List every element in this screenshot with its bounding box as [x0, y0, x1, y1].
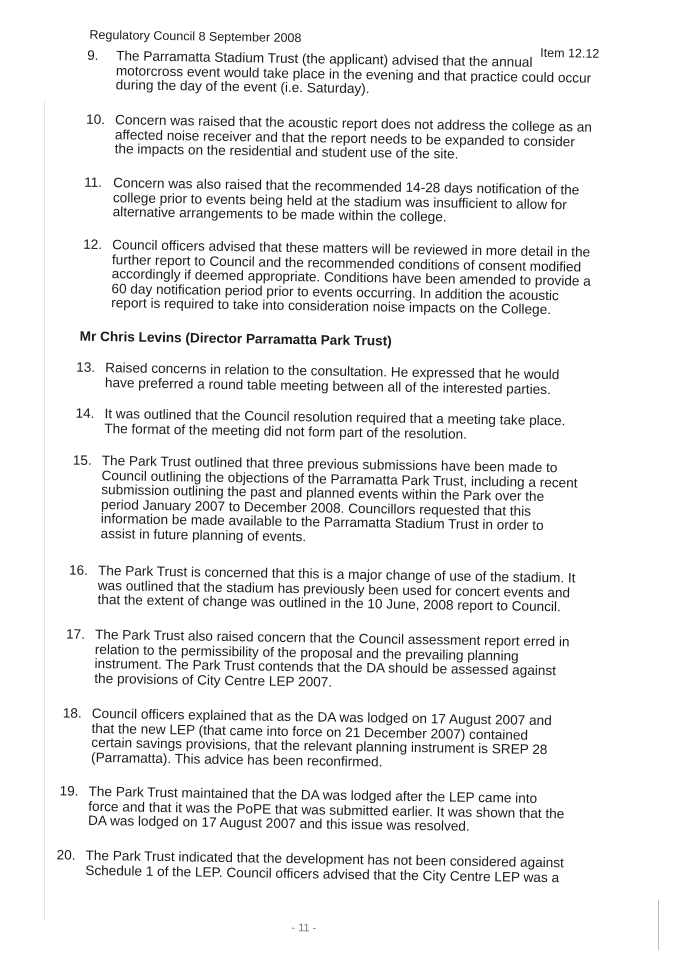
header-left: Regulatory Council 8 September 2008: [89, 27, 302, 46]
item-num: 13.: [76, 359, 96, 375]
item-num: 18.: [62, 705, 82, 721]
item-number: Item 12.12: [540, 45, 600, 61]
item-num: 14.: [75, 405, 95, 421]
item-text: The Park Trust maintained that the DA was lodged after the LEP came into force and that it was the PoPE that was submitted earlier. It was shown that the DA was lodged on 17 August 2007 and this issue was resolved.: [87, 783, 565, 835]
item-num: 15.: [72, 452, 92, 468]
item-num: 20.: [56, 847, 76, 863]
item-num: 12.: [83, 236, 103, 253]
section-heading: Mr Chris Levins (Director Parramatta Park Trust): [79, 328, 392, 349]
item-num: 9.: [87, 47, 99, 63]
item-text: Concern was also raised that the recommended 14-28 days notification of the college prior to events being held at the stadium was insufficient to allow for alternative arrangements to be made within the college.: [112, 175, 580, 225]
item-text: The Park Trust also raised concern that the Council assessment report erred in relation to the permissibility of the proposal and the prevailing planning instrument. The Park Trust contends that the DA should be assessed against the provisions of City Centre LEP 2007.: [94, 626, 570, 690]
scan-edge-line: [658, 900, 659, 950]
item-text: The Parramatta Stadium Trust (the applicant) advised that the annual motorcross event would take place in the evening and that practice could occur during the day of the event (i.e. Saturday).: [115, 48, 592, 97]
page-number: - 11 -: [291, 922, 317, 935]
item-num: 19.: [59, 783, 79, 799]
item-text: Concern was raised that the acoustic report does not address the college as an affected noise receiver and that the report needs to be expanded to consider the impacts on the residential and student use of the site.: [114, 112, 593, 162]
item-num: 17.: [65, 626, 86, 642]
item-text: The Park Trust is concerned that this is a major change of use of the stadium. It was outlined that the stadium has previously been used for concert events and that the extent of change was outlined in the 10 June, 2008 report to Council.: [97, 562, 576, 615]
item-num: 11.: [84, 174, 103, 190]
scan-margin-line: [44, 100, 45, 920]
item-text: Raised concerns in relation to the consultation. He expressed that he would have preferred a round table meeting between all of the interested parties.: [104, 360, 560, 397]
item-text: The Park Trust indicated that the development has not been considered against Schedule 1 of the LEP. Council officers advised that the City Centre LEP was a: [85, 847, 564, 885]
item-num: 16.: [68, 562, 89, 578]
item-text: The Park Trust outlined that three previous submissions have been made to Council outlining the objections of the Parramatta Park Trust, including a recent submission outlining the past and planned events within the Park over the period January 2007 to December 2008. Councillors requested that this information be made available to the Parramatta Stadium Trust in order to assist in future planning of events.: [100, 453, 578, 545]
item-text: Council officers advised that these matters will be reviewed in more detail in the further report to Council and the recommended conditions of consent modified accordingly if deemed appropriate. Conditions have been amended to provide a 60 day notification period prior to events occurring. In addition the acoustic report is required to take into consideration noise impacts on the College.: [111, 237, 591, 318]
item-text: Council officers explained that as the DA was lodged on 17 August 2007 and that the new LEP (that came into force on 21 December 2007) contained certain savings provisions, that the relevant planning instrument is SREP 28 (Parramatta). This advice has been reconfirmed.: [90, 705, 552, 770]
item-text: It was outlined that the Council resolution required that a meeting take place. The format of the meeting did not form part of the resolution.: [104, 406, 566, 442]
item-num: 10.: [86, 111, 106, 128]
